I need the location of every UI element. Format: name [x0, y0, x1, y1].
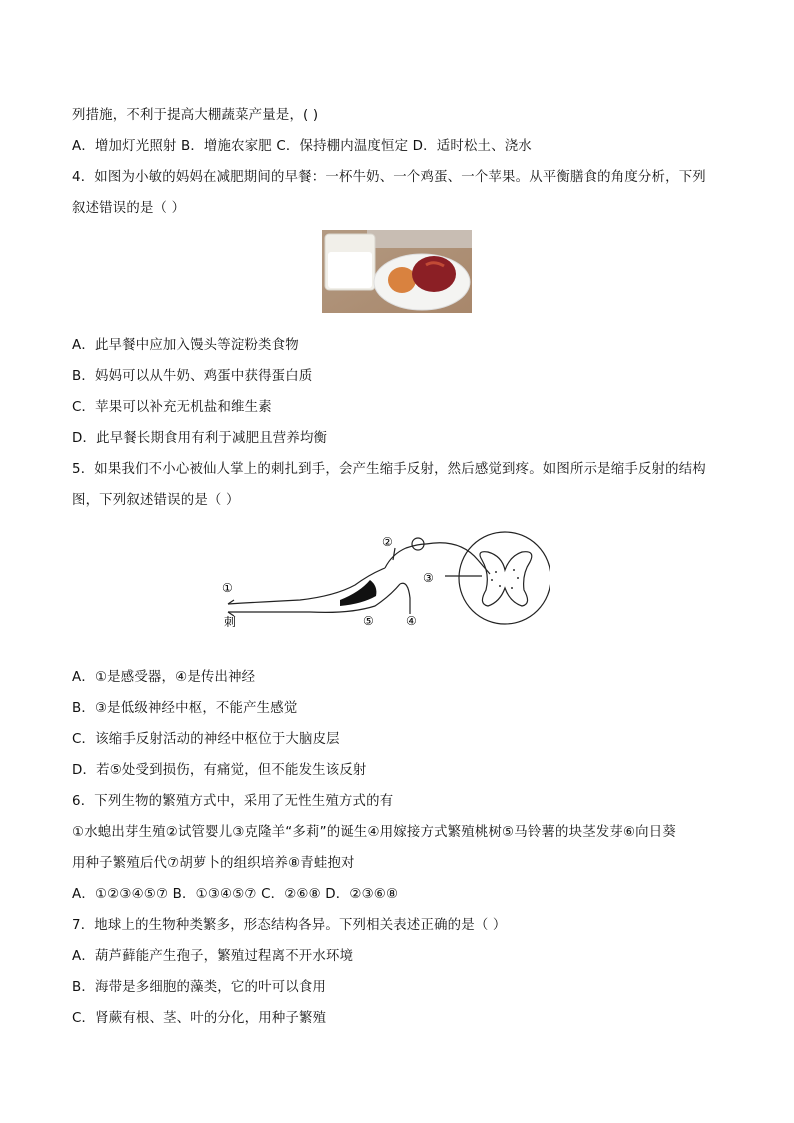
text-line: 叙述错误的是（ ） — [72, 201, 186, 216]
option-c: C．苹果可以补充无机盐和维生素 — [72, 400, 272, 415]
text-line: 列措施，不利于提高大棚蔬菜产量是，( ) — [72, 108, 319, 123]
option-c: C．该缩手反射活动的神经中枢位于大脑皮层 — [72, 732, 340, 747]
spinal-cord-outline — [459, 532, 550, 624]
option-a: A．此早餐中应加入馒头等淀粉类食物 — [72, 338, 299, 353]
option-a: A．①是感受器，④是传出神经 — [72, 670, 256, 685]
option-c: C．肾蕨有根、茎、叶的分化，用种子繁殖 — [72, 1011, 327, 1026]
text-line: A．增加灯光照射 B．增施农家肥 C．保持棚内温度恒定 D．适时松土、浇水 — [72, 139, 532, 154]
gray-matter — [480, 552, 532, 606]
option-d: D．此早餐长期食用有利于减肥且营养均衡 — [72, 431, 328, 446]
option-b: B．③是低级神经中枢，不能产生感觉 — [72, 701, 298, 716]
label-4: ④ — [406, 614, 417, 628]
laptop-edge — [367, 230, 472, 248]
milk — [328, 252, 372, 288]
label-5: ⑤ — [363, 614, 374, 628]
label-3: ③ — [423, 571, 434, 585]
label-thorn: 刺 — [224, 615, 237, 629]
question-6-options: A．①②③④⑤⑦ B．①③④⑤⑦ C．②⑥⑧ D．②③⑥⑧ — [72, 887, 399, 902]
question-6-stem: 6．下列生物的繁殖方式中，采用了无性生殖方式的有 — [72, 794, 394, 809]
text-line: ①水螅出芽生殖②试管婴儿③克隆羊“多莉”的诞生④用嫁接方式繁殖桃树⑤马铃薯的块茎发芽⑥向日葵 — [72, 825, 676, 840]
option-d: D．若⑤处受到损伤，有痛觉，但不能发生该反射 — [72, 763, 367, 778]
effector-muscle — [340, 580, 376, 606]
label-1: ① — [222, 581, 233, 595]
leader-2 — [393, 548, 395, 560]
question-4-stem: 4．如图为小敏的妈妈在减肥期间的早餐：一杯牛奶、一个鸡蛋、一个苹果。从平衡膳食的角度分析，下列 — [72, 170, 706, 185]
question-7-stem: 7．地球上的生物种类繁多，形态结构各异。下列相关表述正确的是（ ） — [72, 918, 507, 933]
option-b: B．海带是多细胞的藻类，它的叶可以食用 — [72, 980, 327, 995]
option-a: A．葫芦藓能产生孢子，繁殖过程离不开水环境 — [72, 949, 354, 964]
question-5-stem: 5．如果我们不小心被仙人掌上的刺扎到手，会产生缩手反射，然后感觉到疼。如图所示是缩手反射的结构 — [72, 462, 706, 477]
efferent-nerve — [400, 583, 410, 614]
reflex-arc-diagram — [220, 530, 550, 634]
label-2: ② — [382, 535, 393, 549]
text-line: 用种子繁殖后代⑦胡萝卜的组织培养⑧青蛙抱对 — [72, 856, 355, 871]
text-line: 图，下列叙述错误的是（ ） — [72, 493, 240, 508]
breakfast-photo — [322, 230, 472, 313]
egg — [388, 267, 416, 293]
nerve-to-cord — [426, 543, 490, 574]
finger — [228, 600, 234, 616]
option-b: B．妈妈可以从牛奶、鸡蛋中获得蛋白质 — [72, 369, 313, 384]
